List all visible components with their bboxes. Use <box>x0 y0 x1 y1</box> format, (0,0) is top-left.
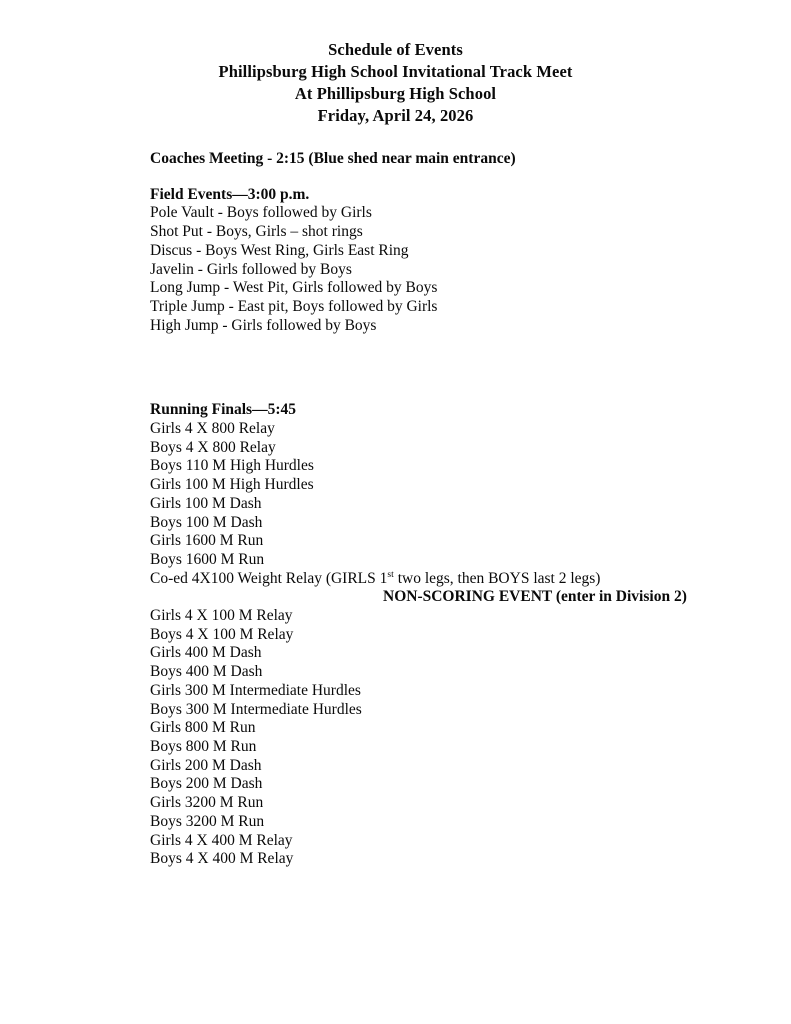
coaches-meeting-line: Coaches Meeting - 2:15 (Blue shed near main entrance) <box>150 150 516 167</box>
title-line-location: At Phillipsburg High School <box>294 84 497 103</box>
event-line: Girls 4 X 100 M Relay <box>150 607 293 625</box>
coed-relay-ordinal: st <box>387 568 394 580</box>
document-title-block <box>0 0 791 127</box>
event-line: Pole Vault - Boys followed by Girls <box>150 204 372 222</box>
event-line: Girls 200 M Dash <box>150 756 262 774</box>
field-events-section <box>150 186 711 336</box>
event-line: High Jump - Girls followed by Boys <box>150 316 377 334</box>
document-body <box>150 150 711 869</box>
event-line: Girls 4 X 400 M Relay <box>150 831 293 849</box>
event-line: Girls 1600 M Run <box>150 532 264 550</box>
field-events-heading: Field Events—3:00 p.m. <box>150 185 310 203</box>
event-line: Girls 800 M Run <box>150 719 256 737</box>
event-line: Boys 100 M Dash <box>150 513 263 531</box>
event-line: Shot Put - Boys, Girls – shot rings <box>150 223 363 241</box>
event-line: Girls 400 M Dash <box>150 644 262 662</box>
event-line: Javelin - Girls followed by Boys <box>150 260 352 278</box>
event-line: Boys 1600 M Run <box>150 550 265 568</box>
event-line: Girls 4 X 800 Relay <box>150 420 275 438</box>
event-line: Long Jump - West Pit, Girls followed by Boys <box>150 279 438 297</box>
coed-relay-prefix: Co-ed 4X100 Weight Relay (GIRLS 1 <box>150 569 388 587</box>
running-finals-section <box>150 401 711 869</box>
event-line: Boys 300 M Intermediate Hurdles <box>150 700 362 718</box>
title-line-meet-name: Phillipsburg High School Invitational Track Meet <box>218 62 573 81</box>
event-line: Boys 4 X 100 M Relay <box>150 625 294 643</box>
event-line: Boys 200 M Dash <box>150 775 263 793</box>
title-line-schedule: Schedule of Events <box>328 40 463 59</box>
non-scoring-note: NON-SCORING EVENT (enter in Division 2) <box>383 588 687 606</box>
event-line: Girls 100 M Dash <box>150 494 262 512</box>
event-line: Girls 3200 M Run <box>150 794 264 812</box>
coed-relay-suffix: two legs, then BOYS last 2 legs) <box>393 569 601 587</box>
title-line-date: Friday, April 24, 2026 <box>317 106 474 125</box>
event-line: Boys 4 X 800 Relay <box>150 438 276 456</box>
event-line: Girls 100 M High Hurdles <box>150 476 314 494</box>
event-line: Boys 800 M Run <box>150 737 257 755</box>
event-line: Boys 400 M Dash <box>150 663 263 681</box>
event-line: Boys 110 M High Hurdles <box>150 457 314 475</box>
running-finals-heading: Running Finals—5:45 <box>150 401 297 419</box>
event-line: Girls 300 M Intermediate Hurdles <box>150 681 361 699</box>
event-line: Discus - Boys West Ring, Girls East Ring <box>150 241 409 259</box>
coed-weight-relay-line <box>150 570 711 589</box>
event-line: Boys 3200 M Run <box>150 812 265 830</box>
event-line: Triple Jump - East pit, Boys followed by Girls <box>150 297 438 315</box>
event-line: Boys 4 X 400 M Relay <box>150 850 294 868</box>
